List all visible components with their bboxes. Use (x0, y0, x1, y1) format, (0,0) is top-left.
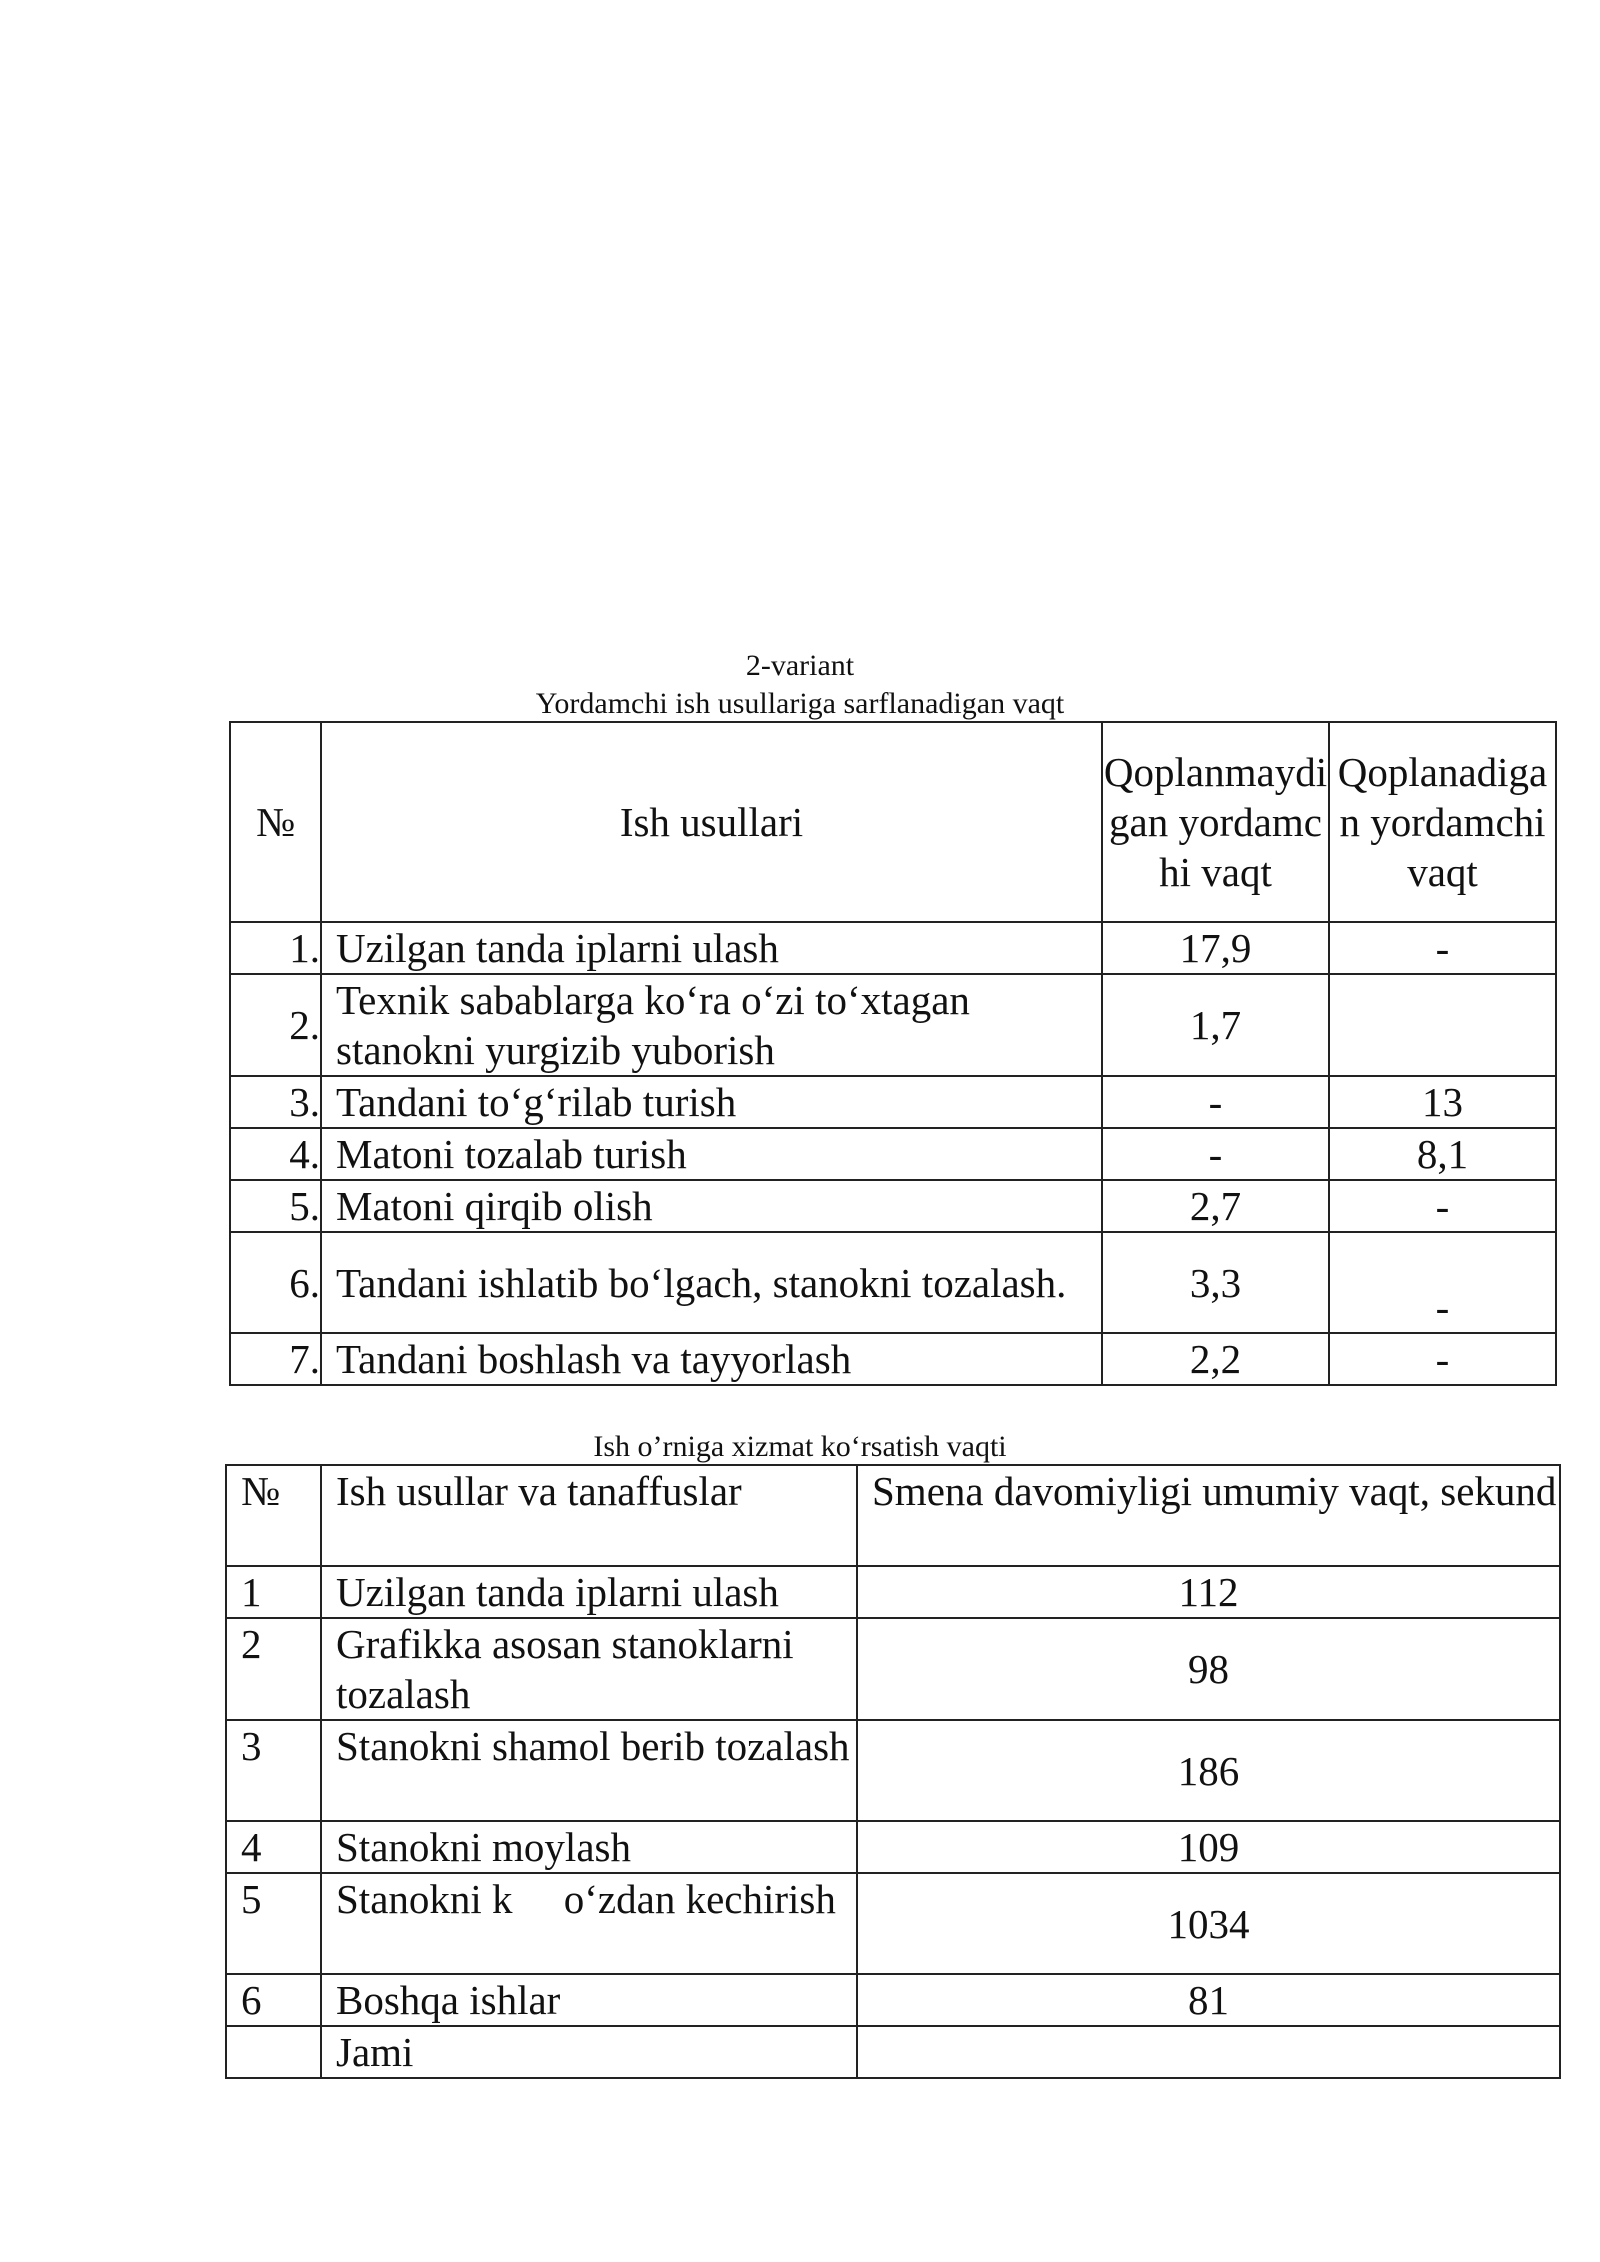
row-covered: - (1329, 1180, 1556, 1232)
table-row (226, 1821, 1560, 1873)
row-duration: 186 (857, 1720, 1560, 1821)
row-duration: 98 (857, 1618, 1560, 1720)
row-method: Stanokni k o‘zdan kechirish (321, 1873, 857, 1974)
row-num: 7. (230, 1333, 321, 1385)
table-row (230, 922, 1556, 974)
row-method: Stanokni moylash (321, 1821, 857, 1873)
table-row (230, 1333, 1556, 1385)
table-row (230, 1076, 1556, 1128)
header-covered-time: Qoplanadigan yordamchi vaqt (1329, 722, 1556, 922)
row-method: Boshqa ishlar (321, 1974, 857, 2026)
header-num: № (230, 722, 321, 922)
row-duration: 112 (857, 1566, 1560, 1618)
table2-caption: Ish o’rniga xizmat ko‘rsatish vaqti (593, 1430, 1007, 1463)
row-num: 5 (226, 1873, 321, 1974)
row-non-covered: 2,7 (1102, 1180, 1329, 1232)
row-num: 1 (226, 1566, 321, 1618)
header-method: Ish usullar va tanaffuslar (321, 1465, 857, 1566)
row-duration: 1034 (857, 1873, 1560, 1974)
table-row (226, 1720, 1560, 1821)
header-num: № (226, 1465, 321, 1566)
row-covered: - (1329, 922, 1556, 974)
row-covered: - (1329, 1232, 1556, 1333)
table-row (230, 974, 1556, 1076)
row-duration: 81 (857, 1974, 1560, 2026)
auxiliary-time-table (229, 721, 1557, 1386)
row-covered (1329, 974, 1556, 1076)
row-non-covered: - (1102, 1128, 1329, 1180)
total-duration (857, 2026, 1560, 2078)
row-covered: - (1329, 1333, 1556, 1385)
row-non-covered: 3,3 (1102, 1232, 1329, 1333)
table-row (230, 1128, 1556, 1180)
table-header-row (226, 1465, 1560, 1566)
row-num: 2. (230, 974, 321, 1076)
total-label: Jami (321, 2026, 857, 2078)
row-num: 5. (230, 1180, 321, 1232)
row-method: Matoni qirqib olish (321, 1180, 1102, 1232)
row-num: 4 (226, 1821, 321, 1873)
row-method: Tandani to‘g‘rilab turish (321, 1076, 1102, 1128)
row-non-covered: 17,9 (1102, 922, 1329, 974)
row-method: Texnik sabablarga ko‘ra o‘zi to‘xtagan stanokni yurgizib yuborish (321, 974, 1102, 1076)
row-covered: 8,1 (1329, 1128, 1556, 1180)
table-row (226, 1873, 1560, 1974)
row-num: 3. (230, 1076, 321, 1128)
table-row (226, 1618, 1560, 1720)
row-method: Uzilgan tanda iplarni ulash (321, 922, 1102, 974)
header-method: Ish usullari (321, 722, 1102, 922)
row-num: 3 (226, 1720, 321, 1821)
workplace-service-time-table (225, 1464, 1561, 2079)
row-non-covered: 2,2 (1102, 1333, 1329, 1385)
header-duration: Smena davomiyligi umumiy vaqt, sekund (857, 1465, 1560, 1566)
row-method: Uzilgan tanda iplarni ulash (321, 1566, 857, 1618)
row-duration: 109 (857, 1821, 1560, 1873)
table1-caption: Yordamchi ish usullariga sarflanadigan vaqt (535, 687, 1065, 720)
variant-title: 2-variant (745, 649, 855, 682)
total-num (226, 2026, 321, 2078)
row-covered: 13 (1329, 1076, 1556, 1128)
table-row (226, 1566, 1560, 1618)
row-method: Tandani ishlatib bo‘lgach, stanokni tozalash. (321, 1232, 1102, 1333)
row-method: Grafikka asosan stanoklarni tozalash (321, 1618, 857, 1720)
table-row (226, 1974, 1560, 2026)
table-row (230, 1180, 1556, 1232)
row-num: 6 (226, 1974, 321, 2026)
row-method: Matoni tozalab turish (321, 1128, 1102, 1180)
table-total-row (226, 2026, 1560, 2078)
row-num: 4. (230, 1128, 321, 1180)
row-num: 2 (226, 1618, 321, 1720)
table-row (230, 1232, 1556, 1333)
row-num: 1. (230, 922, 321, 974)
header-non-covered-time: Qoplanmaydigan yordamchi vaqt (1102, 722, 1329, 922)
row-non-covered: - (1102, 1076, 1329, 1128)
row-num: 6. (230, 1232, 321, 1333)
row-method: Tandani boshlash va tayyorlash (321, 1333, 1102, 1385)
row-non-covered: 1,7 (1102, 974, 1329, 1076)
table-header-row (230, 722, 1556, 922)
row-method: Stanokni shamol berib tozalash (321, 1720, 857, 1821)
